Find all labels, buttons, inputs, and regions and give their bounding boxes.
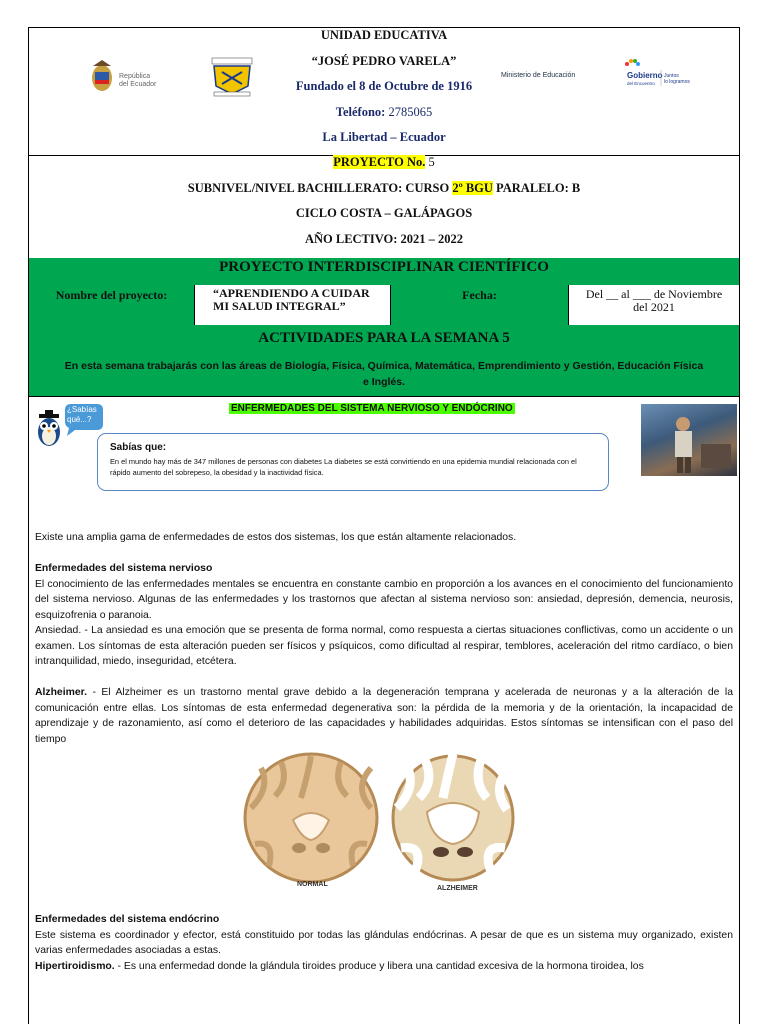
- level-suffix: PARALELO: B: [496, 181, 581, 195]
- school-header: [29, 28, 739, 156]
- anxiety-paragraph: Ansiedad. - La ansiedad es una emoción que se presenta de forma normal, como respuesta a ciertas situaciones conflictivas, como un accidente o un examen. Los síntomas de esta alteración pueden ser físicos y psíquicos, como dificultad al respirar, temblores, aceleración del ritmo cardíaco, o bien intranquilidad, miedo, inseguridad, etcétera.: [35, 625, 733, 667]
- document-frame: [28, 27, 740, 1024]
- founded-date: Fundado el 8 de Octubre de 1916: [295, 79, 473, 93]
- school-type: UNIDAD EDUCATIVA: [320, 28, 448, 42]
- did-you-know-text: En el mundo hay más de 347 millones de personas con diabetes La diabetes se está convirtiendo en una epidemia mundial relacionada con el rápido aumento del sobrepeso, la obesidad y la inactividad física.: [110, 457, 577, 477]
- name-label: Nombre del proyecto:: [29, 285, 195, 325]
- hyperthyroidism-text: - Es una enfermedad donde la glándula tiroides produce y libera una cantidad excesiva de la hormona tiroidea, los: [114, 960, 644, 972]
- phone-line: [229, 105, 539, 120]
- intro-paragraph: Existe una amplia gama de enfermedades de estos dos sistemas, los que están altamente relacionados.: [35, 532, 517, 543]
- topic-title: ENFERMEDADES DEL SISTEMA NERVIOSO Y ENDÓCRINO: [231, 403, 513, 414]
- endocrine-section: [35, 912, 733, 974]
- project-number-line: [29, 155, 739, 170]
- project-info: [29, 155, 739, 259]
- gobierno-text: Gobierno: [627, 71, 663, 80]
- course: 2º BGU: [452, 181, 493, 195]
- date-value: [569, 285, 739, 325]
- gobierno-logo: [617, 56, 697, 90]
- name-value-line-2: MI SALUD INTEGRAL”: [213, 299, 346, 313]
- juntos-text: Juntos: [664, 73, 679, 79]
- week-text-2: e Inglés.: [362, 376, 405, 388]
- ecuador-coat-of-arms-logo: [89, 58, 159, 98]
- ministerio-logo: Ministerio de Educación: [501, 72, 576, 79]
- nervous-system-section: [35, 561, 733, 670]
- school-year: AÑO LECTIVO: 2021 – 2022: [304, 232, 464, 246]
- name-value: [195, 285, 391, 325]
- alzheimer-term: Alzheimer.: [35, 687, 87, 698]
- school-name: “JOSÉ PEDRO VARELA”: [311, 54, 457, 68]
- level-prefix: SUBNIVEL/NIVEL BACHILLERATO: CURSO: [187, 181, 450, 195]
- week-areas: [29, 352, 739, 397]
- date-label: Fecha:: [391, 285, 569, 325]
- diabetes-patient-photo: [641, 404, 737, 476]
- owl-bubble-text: ¿Sabías qué...?: [67, 405, 97, 424]
- logramos-text: lo logramos: [664, 79, 690, 85]
- week-text-1: En esta semana trabajarás con las áreas de Biología, Física, Química, Matemática, Emprendimiento y Gestión, Educación Física: [64, 360, 704, 372]
- did-you-know-box: [97, 433, 609, 491]
- logo-text-2: del Ecuador: [119, 81, 157, 88]
- cycle: CICLO COSTA – GALÁPAGOS: [295, 206, 473, 220]
- name-value-line-1: “APRENDIENDO A CUIDAR: [213, 286, 370, 300]
- activities-title: ACTIVIDADES PARA LA SEMANA 5: [29, 325, 739, 353]
- phone-label: Teléfono:: [335, 105, 386, 119]
- did-you-know-title: Sabías que:: [110, 442, 167, 453]
- hyperthyroidism-paragraph: [35, 959, 733, 975]
- logo-text-1: República: [119, 73, 151, 80]
- encuentro-text: del Encuentro: [627, 81, 655, 86]
- alzheimer-text: - El Alzheimer es un trastorno mental grave debido a la degeneración temprana y acelerada de neuronas y a la alteración de la comunicación entre ellas. Los síntomas de esta enfermedad degenerativa son: la pérdida de la memoria y de la orientación, la incapacidad de aprendizaje y de razonamiento, así como el deterioro de las capacidades y habilidades adquiridas. Estos síntomas se intensifican con el paso del tiempo: [35, 687, 733, 745]
- project-table-row: [29, 285, 739, 326]
- endocrine-heading: Enfermedades del sistema endócrino: [35, 914, 220, 925]
- alzheimer-label: ALZHEIMER: [437, 885, 478, 892]
- normal-label: NORMAL: [297, 881, 328, 888]
- brain-comparison-image: [241, 748, 527, 900]
- location: La Libertad – Ecuador: [322, 130, 446, 144]
- nervous-paragraph-1: El conocimiento de las enfermedades mentales se encuentra en constante cambio en proporción a los avances en el conocimiento del funcionamiento del sistema nervioso. Algunas de las enfermedades y los trastornos que afectan al sistema nervioso son: ansiedad, depresión, demencia, neurosis, esquizofrenia o paranoia.: [35, 578, 733, 621]
- project-number: 5: [428, 155, 435, 169]
- nervous-heading: Enfermedades del sistema nervioso: [35, 563, 213, 574]
- hyperthyroidism-term: Hipertiroidismo.: [35, 960, 115, 972]
- section-title: PROYECTO INTERDISCIPLINAR CIENTÍFICO: [29, 258, 739, 286]
- date-value-line-2: del 2021: [633, 300, 675, 314]
- endocrine-paragraph-1: Este sistema es coordinador y efector, está constituido por todas las glándulas endócrinas. A pesar de que es un sistema muy organizado, existen varias enfermedades asociadas a estas.: [35, 929, 733, 956]
- date-value-line-1: Del __ al ___ de Noviembre: [585, 287, 723, 301]
- level-line: [29, 181, 739, 196]
- project-label: PROYECTO No.: [333, 155, 426, 169]
- alzheimer-paragraph: [35, 685, 733, 747]
- phone-value: 2785065: [388, 105, 433, 119]
